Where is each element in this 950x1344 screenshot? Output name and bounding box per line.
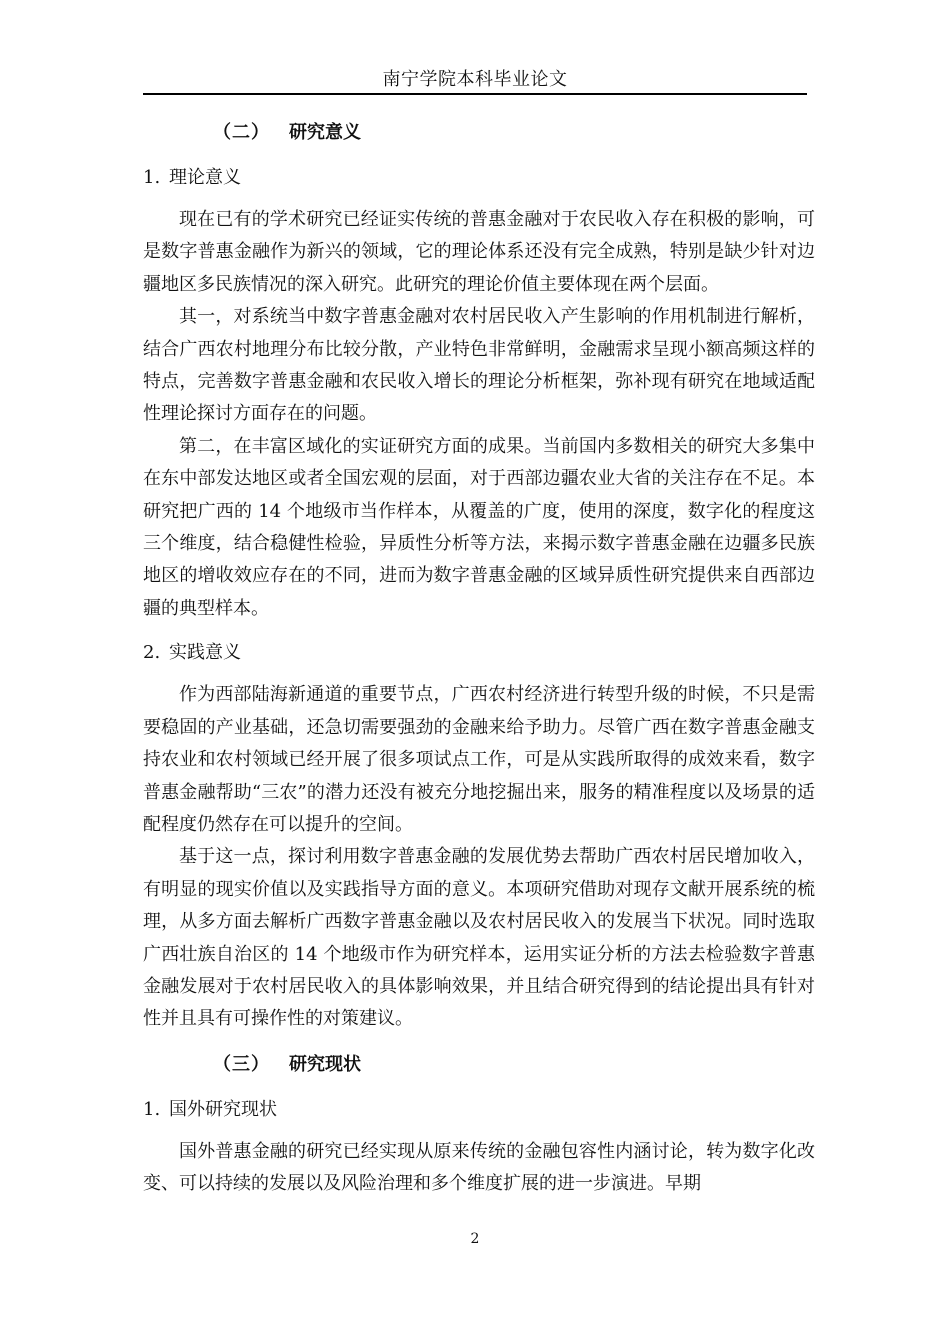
section-title: 研究意义 [289,122,361,143]
paragraph: 第二，在丰富区域化的实证研究方面的成果。当前国内多数相关的研究大多集中在东中部发达地区或者全国宏观的层面，对于西部边疆农业大省的关注存在不足。本研究把广西的 14 个地级市当作样本，从覆盖的广度，使用的深度，数字化的程度这三个维度，结合稳健性检验，异质性分析等方法，来揭示数字普惠金融在边疆多民族地区的增收效应存在的不同，进而为数字普惠金融的区域异质性研究提供来自西部边疆的典型样本。 [143,435,815,619]
paragraph: 国外普惠金融的研究已经实现从原来传统的金融包容性内涵讨论，转为数字化改变、可以持续的发展以及风险治理和多个维度扩展的进一步演进。早期 [143,1140,815,1195]
section-heading-research-significance [143,114,815,152]
section-title: 研究现状 [289,1053,361,1075]
page-number: 2 [470,1231,480,1247]
paragraph: 作为西部陆海新通道的重要节点，广西农村经济进行转型升级的时候，不只是需要稳固的产业基础，还急切需要强劲的金融来给予助力。尽管广西在数字普惠金融支持农业和农村领域已经开展了很多项试点工作，可是从实践所取得的成效来看，数字普惠金融帮助“三农”的潜力还没有被充分地挖掘出来，服务的精准程度以及场景的适配程度仍然存在可以提升的空间。 [143,684,815,835]
subsection-title: 理论意义 [169,167,241,188]
subsection-heading-theoretical-significance [143,160,815,196]
header-rule [143,93,807,95]
subsection-number: 1. [143,167,161,188]
section-number: （三） [213,1053,270,1075]
paragraph: 其一，对系统当中数字普惠金融对农村居民收入产生影响的作用机制进行解析，结合广西农村地理分布比较分散，产业特色非常鲜明，金融需求呈现小额高频这样的特点，完善数字普惠金融和农民收入增长的理论分析框架，弥补现有研究在地域适配性理论探讨方面存在的问题。 [143,306,815,425]
subsection-number: 2. [143,642,161,664]
page-body [143,114,815,1201]
running-header: 南宁学院本科毕业论文 [382,69,568,90]
section-number: （二） [213,122,270,143]
subsection-number: 1. [143,1098,161,1120]
subsection-heading-foreign-research [143,1092,815,1128]
section-heading-research-status [143,1046,815,1084]
paragraph: 基于这一点，探讨利用数字普惠金融的发展优势去帮助广西农村居民增加收入，有明显的现实价值以及实践指导方面的意义。本项研究借助对现存文献开展系统的梳理，从多方面去解析广西数字普惠金融以及农村居民收入的发展当下状况。同时选取广西壮族自治区的 14 个地级市作为研究样本，运用实证分析的方法去检验数字普惠金融发展对于农村居民收入的具体影响效果，并且结合研究得到的结论提出具有针对性并且具有可操作性的对策建议。 [143,846,815,1030]
subsection-title: 国外研究现状 [169,1098,277,1120]
paragraph: 现在已有的学术研究已经证实传统的普惠金融对于农民收入存在积极的影响，可是数字普惠金融作为新兴的领域，它的理论体系还没有完全成熟，特别是缺少针对边疆地区多民族情况的深入研究。此研究的理论价值主要体现在两个层面。 [143,209,815,295]
subsection-title: 实践意义 [169,642,241,664]
subsection-heading-practical-significance [143,635,815,671]
